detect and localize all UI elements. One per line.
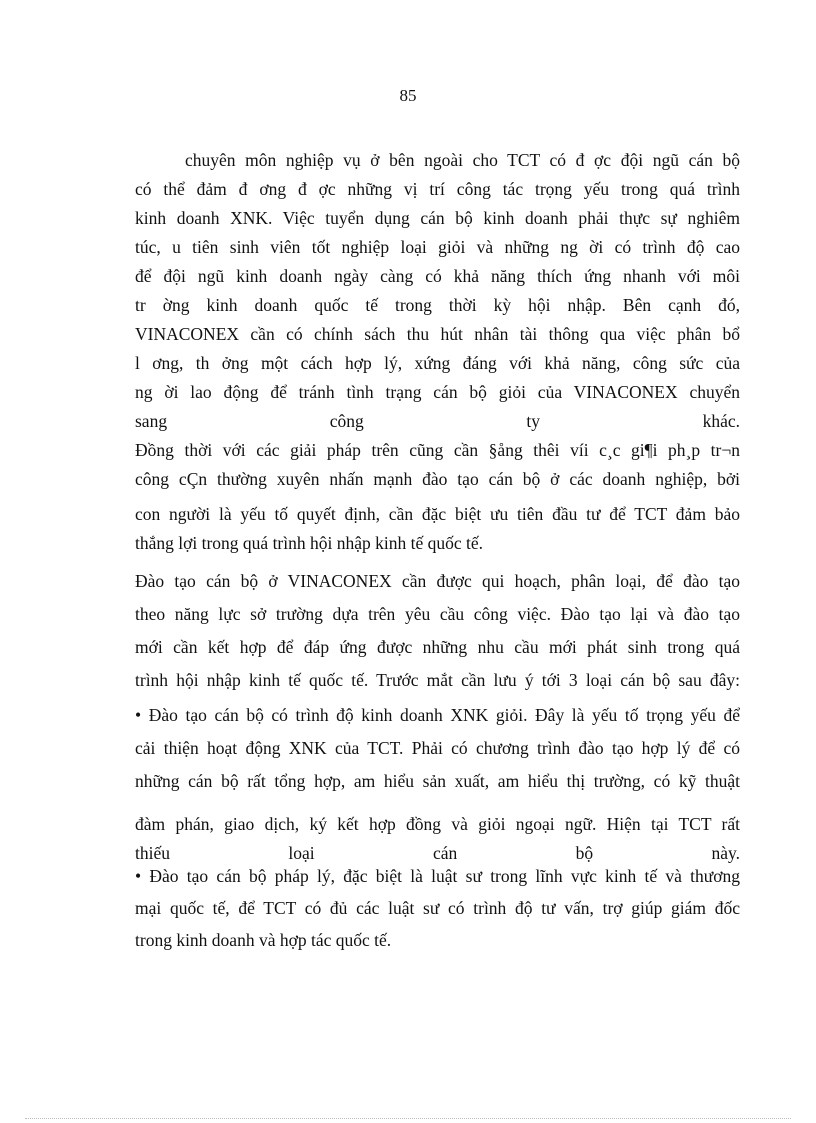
- text-line: trình hội nhập kinh tế quốc tế. Trước mắt cần lưu ý tới 3 loại cán bộ sau đây:: [135, 670, 740, 690]
- bullet-item-line: • Đào tạo cán bộ có trình độ kinh doanh XNK giỏi. Đây là yếu tố trọng yếu để: [135, 705, 740, 725]
- text-line: những cán bộ rất tổng hợp, am hiểu sản xuất, am hiểu thị trường, có kỹ thuật: [135, 771, 740, 791]
- text-line: túc, u tiên sinh viên tốt nghiệp loại giỏi và những ng ời có trình độ cao: [135, 237, 740, 257]
- text-line: Đồng thời với các giải pháp trên cũng cần §ång thêi víi c¸c gi¶i ph¸p tr¬n: [135, 440, 740, 460]
- text-line: thắng lợi trong quá trình hội nhập kinh tế quốc tế.: [135, 533, 484, 553]
- text-line: mại quốc tế, để TCT có đủ các luật sư có trình độ tư vấn, trợ giúp giám đốc: [135, 898, 740, 918]
- bullet-item-line: • Đào tạo cán bộ pháp lý, đặc biệt là luật sư trong lĩnh vực kinh tế và thương: [135, 866, 740, 886]
- paragraph-3: [135, 567, 740, 695]
- text-line: tr ờng kinh doanh quốc tế trong thời kỳ hội nhập. Bên cạnh đó,: [135, 295, 740, 315]
- paragraph-5: [135, 862, 740, 955]
- text-line: mới cần kết hợp để đáp ứng được những nhu cầu mới phát sinh trong quá: [135, 637, 740, 657]
- paragraph-4: [135, 701, 740, 868]
- text-line: có thể đảm đ ơng đ ợc những vị trí công tác trọng yếu trong quá trình: [135, 179, 740, 199]
- text-line: Đào tạo cán bộ ở VINACONEX cần được qui hoạch, phân loại, để đào tạo: [135, 571, 740, 591]
- text-line: con người là yếu tố quyết định, cần đặc biệt ưu tiên đầu tư để TCT đảm bảo: [135, 504, 740, 524]
- text-line: l ơng, th ởng một cách hợp lý, xứng đáng với khả năng, công sức của: [135, 353, 740, 373]
- text-line: ng ời lao động để tránh tình trạng cán bộ giỏi của VINACONEX chuyển: [135, 382, 740, 402]
- footer-divider: [25, 1118, 791, 1119]
- text-line: thiếu loại cán bộ này.: [135, 843, 740, 863]
- text-line: theo năng lực sở trường dựa trên yêu cầu công việc. Đào tạo lại và đào tạo: [135, 604, 740, 624]
- page-number: 85: [399, 86, 417, 105]
- text-line: chuyên môn nghiệp vụ ở bên ngoài cho TCT có đ ợc đội ngũ cán bộ: [185, 150, 740, 170]
- text-line: công cÇn thường xuyên nhấn mạnh đào tạo cán bộ ở các doanh nghiệp, bởi: [135, 469, 740, 489]
- text-line: cải thiện hoạt động XNK của TCT. Phải có chương trình đào tạo hợp lý để có: [135, 738, 740, 758]
- text-line: sang công ty khác.: [135, 411, 740, 431]
- paragraph-1: [135, 146, 740, 436]
- text-line: VINACONEX cần có chính sách thu hút nhân tài thông qua việc phân bổ: [135, 324, 740, 344]
- paragraph-2: [135, 436, 740, 558]
- text-line: để đội ngũ kinh doanh ngày càng có khả năng thích ứng nhanh với môi: [135, 266, 740, 286]
- text-line: kinh doanh XNK. Việc tuyển dụng cán bộ kinh doanh phải thực sự nghiêm: [135, 208, 740, 228]
- text-line: trong kinh doanh và hợp tác quốc tế.: [135, 930, 392, 950]
- text-line: đàm phán, giao dịch, ký kết hợp đồng và giỏi ngoại ngữ. Hiện tại TCT rất: [135, 814, 740, 834]
